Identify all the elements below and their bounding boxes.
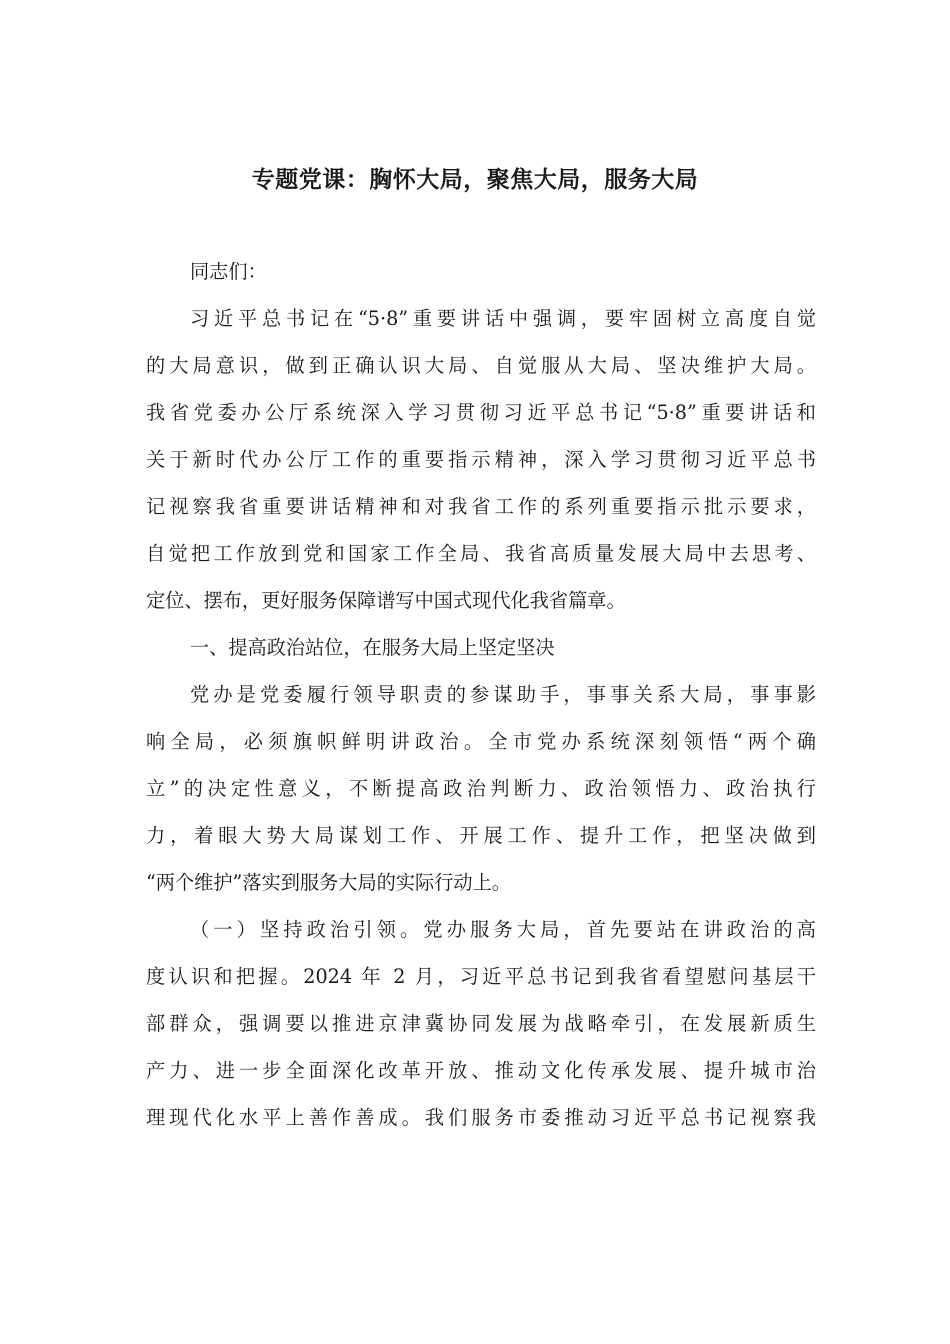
paragraph-3-line-4: 产力、进一步全面深化改革开放、推动文化传承发展、提升城市治 xyxy=(146,1059,816,1082)
paragraph-1-line-6: 自觉把工作放到党和国家工作全局、我省高质量发展大局中去思考、 xyxy=(146,542,816,565)
section-heading-1: 一、提高政治站位，在服务大局上坚定坚决 xyxy=(190,636,555,659)
paragraph-2-line-4: 力，着眼大势大局谋划工作、开展工作、提升工作，把坚决做到 xyxy=(146,824,816,847)
paragraph-3-line-2: 度认识和把握。2024 年 2 月，习近平总书记到我省看望慰问基层干 xyxy=(146,965,816,988)
document-title: 专题党课：胸怀大局，聚焦大局，服务大局 xyxy=(251,166,699,193)
paragraph-2-line-2: 响全局，必须旗帜鲜明讲政治。全市党办系统深刻领悟“两个确 xyxy=(146,730,816,753)
paragraph-1-line-4: 关于新时代办公厅工作的重要指示精神，深入学习贯彻习近平总书 xyxy=(146,448,816,471)
paragraph-1-line-7: 定位、摆布，更好服务保障谱写中国式现代化我省篇章。 xyxy=(146,589,626,612)
paragraph-1-line-3: 我省党委办公厅系统深入学习贯彻习近平总书记“5·8”重要讲话和 xyxy=(146,401,816,424)
document-body xyxy=(146,248,816,1141)
paragraph-2-line-1: 党办是党委履行领导职责的参谋助手，事事关系大局，事事影 xyxy=(190,683,816,706)
paragraph-1-line-2: 的大局意识，做到正确认识大局、自觉服从大局、坚决维护大局。 xyxy=(146,354,816,377)
salutation: 同志们： xyxy=(190,260,267,283)
paragraph-3-line-1: （一）坚持政治引领。党办服务大局，首先要站在讲政治的高 xyxy=(190,918,816,941)
paragraph-3-line-3: 部群众，强调要以推进京津冀协同发展为战略牵引，在发展新质生 xyxy=(146,1012,816,1035)
paragraph-1-line-5: 记视察我省重要讲话精神和对我省工作的系列重要指示批示要求， xyxy=(146,495,816,518)
paragraph-2-line-3: 立”的决定性意义，不断提高政治判断力、政治领悟力、政治执行 xyxy=(146,777,816,800)
paragraph-3-line-5: 理现代化水平上善作善成。我们服务市委推动习近平总书记视察我 xyxy=(146,1106,816,1129)
paragraph-1-line-1: 习近平总书记在“5·8”重要讲话中强调，要牢固树立高度自觉 xyxy=(190,307,816,330)
paragraph-2-line-5: “两个维护”落实到服务大局的实际行动上。 xyxy=(146,871,511,894)
